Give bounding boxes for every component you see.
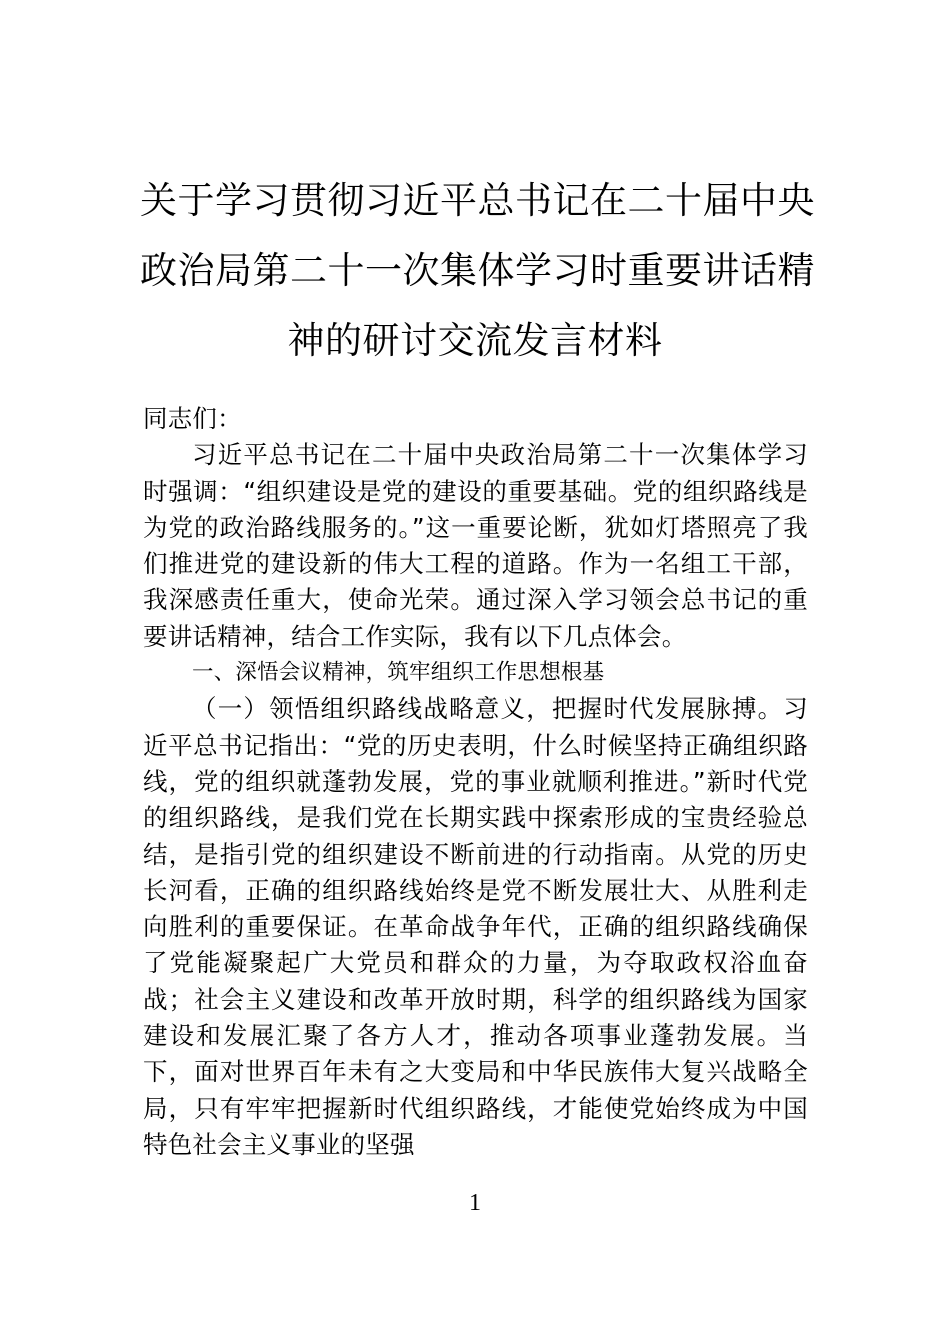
title-line-2: 政治局第二十一次集体学习时重要讲话精 [140,249,815,292]
page-number: 1 [469,1190,481,1216]
salutation: 同志们： [143,404,242,433]
intro-paragraph: 习近平总书记在二十届中央政治局第二十一次集体学习时强调：“组织建设是党的建设的重要基础。党的组织路线是为党的政治路线服务的。”这一重要论断，犹如灯塔照亮了我们推进党的建设新的伟大工程的道路。作为一名组工干部，我深感责任重大，使命光荣。通过深入学习领会总书记的重要讲话精神，结合工作实际，我有以下几点体会。 [143,440,808,651]
section-heading: 一、深悟会议精神，筑牢组织工作思想根基 [192,660,605,686]
title-line-3: 神的研讨交流发言材料 [287,319,663,362]
title-line-1: 关于学习贯彻习近平总书记在二十届中央 [140,179,815,222]
document-body [143,401,808,1163]
subsection-paragraph: （一）领悟组织路线战略意义，把握时代发展脉搏。习近平总书记指出：“党的历史表明，什么时候坚持正确组织路线，党的组织就蓬勃发展，党的事业就顺利推进。”新时代党的组织路线，是我们党在长期实践中探索形成的宝贵经验总结，是指引党的组织建设不断前进的行动指南。从党的历史长河看，正确的组织路线始终是党不断发展壮大、从胜利走向胜利的重要保证。在革命战争年代，正确的组织路线确保了党能凝聚起广大党员和群众的力量，为夺取政权浴血奋战；社会主义建设和改革开放时期，科学的组织路线为国家建设和发展汇聚了各方人才，推动各项事业蓬勃发展。当下，面对世界百年未有之大变局和中华民族伟大复兴战略全局，只有牢牢把握新时代组织路线，才能使党始终成为中国特色社会主义事业的坚强 [143,694,808,1159]
document-title [140,166,815,376]
